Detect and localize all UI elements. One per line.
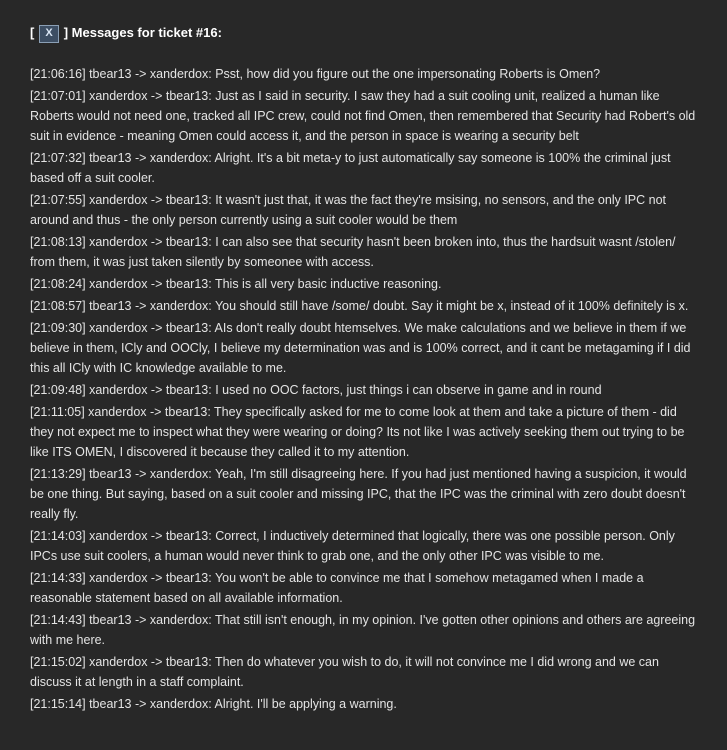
chat-message: [21:11:05] xanderdox -> tbear13: They specifically asked for me to come look at them and take a picture of them - did they not expect me to inspect what they were wearing or doing? Its not like I was actively seeking them out trying to be like ITS OMEN, I discovered it because they called it to my attention. <box>30 405 685 459</box>
chat-message: [21:07:32] tbear13 -> xanderdox: Alright. It's a bit meta-y to just automatically say someone is 100% the criminal just based off a suit cooler. <box>30 151 671 185</box>
chat-message: [21:15:02] xanderdox -> tbear13: Then do whatever you wish to do, it will not convince me I did wrong and we can discuss it at length in a staff complaint. <box>30 655 659 689</box>
ticket-header <box>30 24 700 43</box>
chat-message: [21:06:16] tbear13 -> xanderdox: Psst, how did you figure out the one impersonating Roberts is Omen? <box>30 67 601 81</box>
chat-message: [21:15:14] tbear13 -> xanderdox: Alright. I'll be applying a warning. <box>30 697 397 711</box>
chat-message: [21:08:13] xanderdox -> tbear13: I can also see that security hasn't been broken into, thus the hardsuit wasnt /stolen/ from them, it was just taken silently by someonee with access. <box>30 235 676 269</box>
header-bracket-open: [ <box>30 25 35 40</box>
message-list <box>30 64 700 714</box>
chat-message: [21:14:43] tbear13 -> xanderdox: That still isn't enough, in my opinion. I've gotten other opinions and others are agreeing with me here. <box>30 613 696 647</box>
chat-message: [21:08:57] tbear13 -> xanderdox: You should still have /some/ doubt. Say it might be x, instead of it 100% definitely is x. <box>30 299 689 313</box>
chat-message: [21:09:30] xanderdox -> tbear13: AIs don't really doubt htemselves. We make calculations and we believe in them if we believe in them, ICly and OOCly, I believe my determination was and is 100% correct, and it cant be metagaming if I did this all ICly with IC knowledge available to me. <box>30 321 691 375</box>
chat-message: [21:07:01] xanderdox -> tbear13: Just as I said in security. I saw they had a suit cooling unit, realized a human like Roberts would not need one, tracked all IPC crew, could not find Omen, then remembered that Security had Robert's old suit in evidence - meaning Omen could access it, and the person in space is wearing a security belt <box>30 89 696 143</box>
chat-message: [21:09:48] xanderdox -> tbear13: I used no OOC factors, just things i can observe in game and in round <box>30 383 602 397</box>
chat-message: [21:07:55] xanderdox -> tbear13: It wasn't just that, it was the fact they're msising, no sensors, and the only IPC not around and thus - the only person currently using a suit cooler would be them <box>30 193 667 227</box>
chat-message: [21:13:29] tbear13 -> xanderdox: Yeah, I'm still disagreeing here. If you had just mentioned having a suspicion, it would be one thing. But saying, based on a suit cooler and missing IPC, that the IPC was the criminal with zero doubt doesn't really fly. <box>30 467 687 521</box>
ticket-title: Messages for ticket #16: <box>71 25 222 40</box>
close-ticket-button[interactable]: X <box>39 25 58 43</box>
header-bracket-close: ] <box>63 25 69 40</box>
chat-message: [21:14:33] xanderdox -> tbear13: You won't be able to convince me that I somehow metagamed when I made a reasonable statement based on all available information. <box>30 571 644 605</box>
chat-message: [21:14:03] xanderdox -> tbear13: Correct, I inductively determined that logically, there was one possible person. Only IPCs use suit coolers, a human would never think to grab one, and the only other IPC was visible to me. <box>30 529 675 563</box>
chat-message: [21:08:24] xanderdox -> tbear13: This is all very basic inductive reasoning. <box>30 277 442 291</box>
